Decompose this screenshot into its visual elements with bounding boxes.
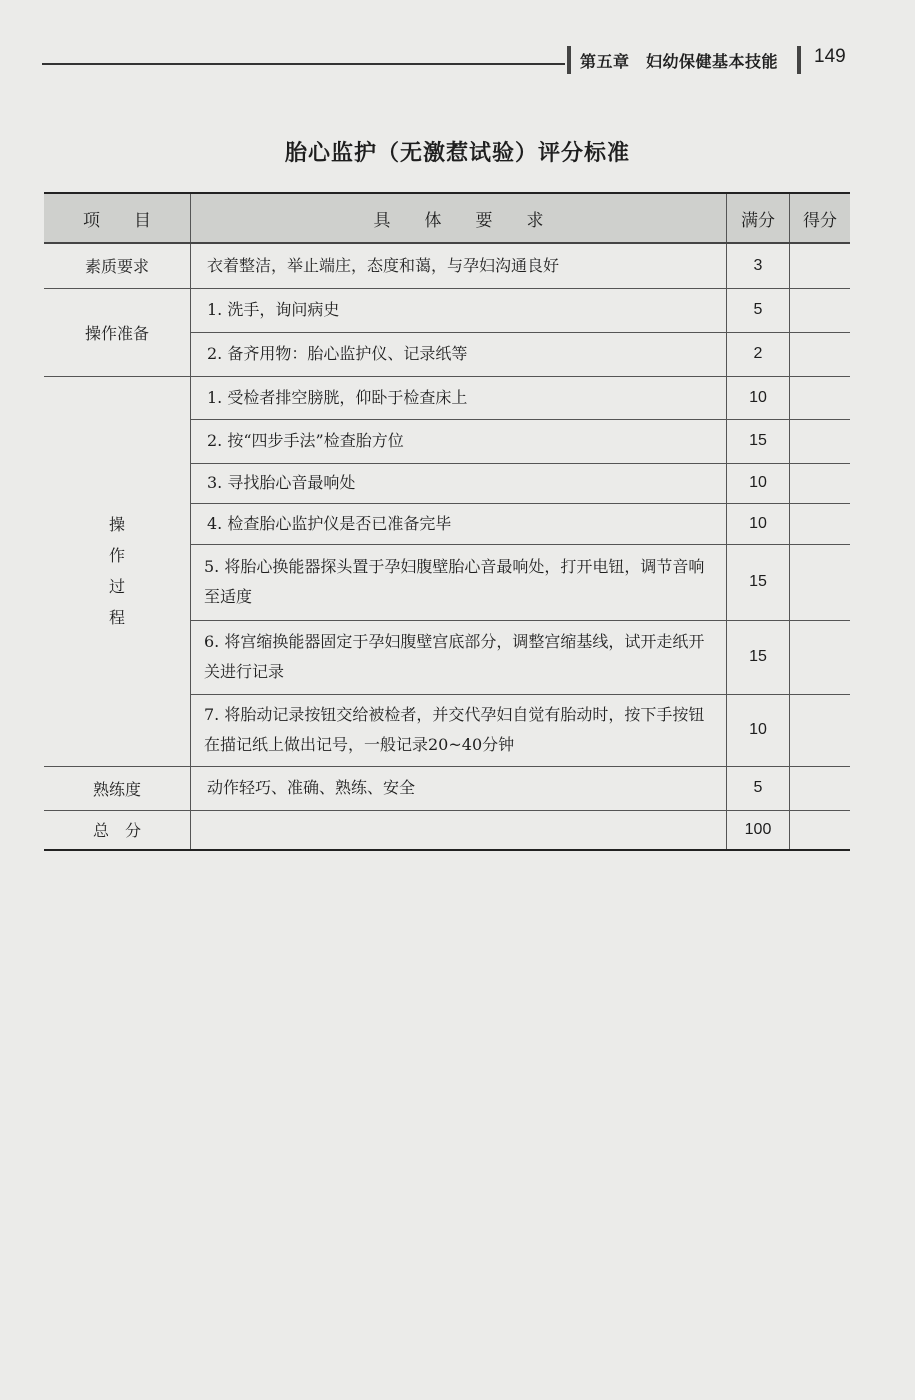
requirement-cell: 1. 洗手，询问病史 bbox=[191, 288, 727, 332]
score-cell[interactable] bbox=[790, 463, 851, 503]
item-cell: 操作准备 bbox=[44, 288, 191, 376]
score-cell[interactable] bbox=[790, 332, 851, 376]
full-score-cell: 5 bbox=[727, 766, 790, 810]
table-row-total bbox=[44, 810, 850, 850]
item-cell: 熟练度 bbox=[44, 766, 191, 810]
requirement-cell: 5. 将胎心换能器探头置于孕妇腹壁胎心音最响处，打开电钮，调节音响至适度 bbox=[191, 544, 727, 620]
requirement-cell: 3. 寻找胎心音最响处 bbox=[191, 463, 727, 503]
header-item: 项 目 bbox=[44, 193, 191, 243]
requirement-cell: 2. 按“四步手法”检查胎方位 bbox=[191, 419, 727, 463]
requirement-cell: 6. 将宫缩换能器固定于孕妇腹壁宫底部分，调整宫缩基线，试开走纸开关进行记录 bbox=[191, 620, 727, 694]
requirement-cell: 衣着整洁，举止端庄，态度和蔼，与孕妇沟通良好 bbox=[191, 243, 727, 288]
table-header-row bbox=[44, 193, 850, 243]
score-cell[interactable] bbox=[790, 503, 851, 544]
requirement-cell: 7. 将胎动记录按钮交给被检者，并交代孕妇自觉有胎动时，按下手按钮在描记纸上做出记号，一般记录20~40分钟 bbox=[191, 694, 727, 766]
header-divider bbox=[797, 46, 801, 74]
score-cell[interactable] bbox=[790, 694, 851, 766]
requirement-cell bbox=[191, 810, 727, 850]
header-full-score: 满分 bbox=[727, 193, 790, 243]
full-score-cell: 10 bbox=[727, 376, 790, 419]
score-cell[interactable] bbox=[790, 544, 851, 620]
full-score-cell: 15 bbox=[727, 544, 790, 620]
header-score: 得分 bbox=[790, 193, 851, 243]
header-rule bbox=[42, 63, 565, 65]
table-row bbox=[44, 288, 850, 332]
requirement-cell: 4. 检查胎心监护仪是否已准备完毕 bbox=[191, 503, 727, 544]
requirement-cell: 2. 备齐用物：胎心监护仪、记录纸等 bbox=[191, 332, 727, 376]
score-cell[interactable] bbox=[790, 419, 851, 463]
full-score-cell: 10 bbox=[727, 463, 790, 503]
chapter-title: 第五章 妇幼保健基本技能 bbox=[580, 52, 779, 71]
full-score-cell: 5 bbox=[727, 288, 790, 332]
total-score-cell: 100 bbox=[727, 810, 790, 850]
score-cell[interactable] bbox=[790, 376, 851, 419]
table-row bbox=[44, 243, 850, 288]
score-cell[interactable] bbox=[790, 243, 851, 288]
item-vertical-label: 操作过程 bbox=[108, 515, 125, 627]
page-title: 胎心监护（无激惹试验）评分标准 bbox=[284, 141, 630, 166]
requirement-cell: 1. 受检者排空膀胱，仰卧于检查床上 bbox=[191, 376, 727, 419]
score-cell[interactable] bbox=[790, 766, 851, 810]
full-score-cell: 3 bbox=[727, 243, 790, 288]
full-score-cell: 10 bbox=[727, 694, 790, 766]
scoring-table bbox=[44, 192, 850, 851]
item-cell bbox=[44, 376, 191, 766]
item-cell: 素质要求 bbox=[44, 243, 191, 288]
score-cell[interactable] bbox=[790, 288, 851, 332]
score-cell[interactable] bbox=[790, 620, 851, 694]
score-cell[interactable] bbox=[790, 810, 851, 850]
requirement-cell: 动作轻巧、准确、熟练、安全 bbox=[191, 766, 727, 810]
full-score-cell: 10 bbox=[727, 503, 790, 544]
full-score-cell: 2 bbox=[727, 332, 790, 376]
table-row bbox=[44, 766, 850, 810]
item-cell: 总 分 bbox=[44, 810, 191, 850]
full-score-cell: 15 bbox=[727, 419, 790, 463]
full-score-cell: 15 bbox=[727, 620, 790, 694]
header-divider bbox=[567, 46, 571, 74]
table-row bbox=[44, 376, 850, 419]
header-requirement: 具 体 要 求 bbox=[191, 193, 727, 243]
page-number: 149 bbox=[814, 46, 846, 67]
